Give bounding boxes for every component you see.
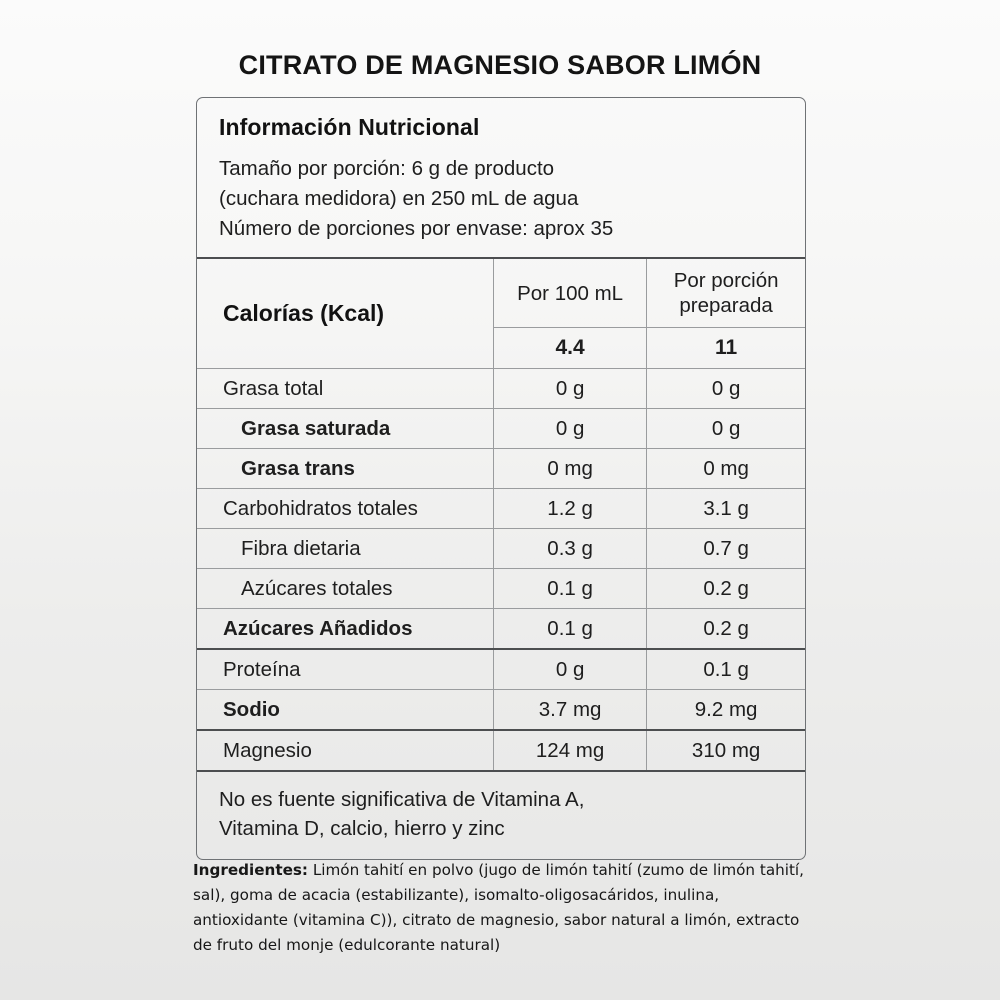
nutrient-name-cell xyxy=(197,489,493,529)
ingredients-label: Ingredientes: xyxy=(193,861,308,879)
nutrient-value-per-100ml-cell xyxy=(493,690,646,731)
nutrient-name-cell xyxy=(197,409,493,449)
nutrient-value-per-100ml: 0 mg xyxy=(547,457,593,480)
nutrient-value-per-100ml: 0.1 g xyxy=(547,577,593,600)
nutrient-name: Magnesio xyxy=(223,739,312,762)
nutrient-value-per-serving-cell xyxy=(647,489,805,529)
nutrient-name: Sodio xyxy=(223,698,280,721)
table-row xyxy=(197,409,805,449)
nutrient-name: Carbohidratos totales xyxy=(223,497,418,520)
nutrient-value-per-100ml: 1.2 g xyxy=(547,497,593,520)
nutrient-value-per-serving-cell xyxy=(647,730,805,770)
nutrient-value-per-100ml-cell xyxy=(493,529,646,569)
nutrient-value-per-serving-cell xyxy=(647,609,805,650)
nutrient-value-per-100ml-cell xyxy=(493,649,646,690)
nutrient-value-per-100ml: 0 g xyxy=(555,377,585,400)
column-header-per-100ml: Por 100 mL xyxy=(517,281,624,305)
nutrient-value-per-serving: 0.1 g xyxy=(703,658,749,681)
nutrient-name-cell xyxy=(197,649,493,690)
nutrient-value-per-serving: 0.2 g xyxy=(703,617,749,640)
table-row xyxy=(197,649,805,690)
nutrient-value-per-serving: 0.7 g xyxy=(703,537,749,560)
nutrient-name: Azúcares totales xyxy=(241,577,393,600)
nutrient-value-per-100ml: 0 g xyxy=(555,658,585,681)
calories-value-per-serving: 11 xyxy=(715,336,738,359)
table-row xyxy=(197,690,805,731)
nutrient-value-per-serving-cell xyxy=(647,369,805,409)
serving-size-line-1: Tamaño por porción: 6 g de producto xyxy=(219,157,555,180)
nutrient-value-per-100ml: 0 g xyxy=(555,417,585,440)
column-header-per-serving-cell xyxy=(647,258,805,328)
nutrient-value-per-100ml-cell xyxy=(493,449,646,489)
nutrient-value-per-100ml-cell xyxy=(493,369,646,409)
nutrient-name: Grasa trans xyxy=(241,457,355,480)
nutrient-value-per-100ml-cell xyxy=(493,489,646,529)
nutrition-table xyxy=(197,257,805,770)
panel-heading: Información Nutricional xyxy=(219,114,480,140)
nutrient-value-per-100ml: 3.7 mg xyxy=(538,698,602,721)
nutrient-value-per-100ml-cell xyxy=(493,569,646,609)
footnote-line-2: Vitamina D, calcio, hierro y zinc xyxy=(219,817,505,840)
nutrient-name-cell xyxy=(197,449,493,489)
nutrient-value-per-serving: 0.2 g xyxy=(703,577,749,600)
table-row xyxy=(197,529,805,569)
nutrient-value-per-100ml-cell xyxy=(493,730,646,770)
nutrient-name: Azúcares Añadidos xyxy=(223,617,413,640)
ingredients-paragraph xyxy=(193,858,811,958)
calories-value-per-100ml-cell xyxy=(493,328,646,369)
nutrition-table-body xyxy=(197,258,805,770)
calories-value-per-serving-cell xyxy=(647,328,805,369)
nutrient-name: Fibra dietaria xyxy=(241,537,361,560)
nutrient-value-per-100ml: 0.1 g xyxy=(547,617,593,640)
page-title: CITRATO DE MAGNESIO SABOR LIMÓN xyxy=(238,50,762,80)
nutrient-value-per-100ml-cell xyxy=(493,409,646,449)
nutrient-name-cell xyxy=(197,730,493,770)
nutrient-value-per-serving: 0 g xyxy=(711,377,741,400)
table-row xyxy=(197,609,805,650)
nutrient-name: Grasa total xyxy=(223,377,324,400)
footnote-block xyxy=(197,770,805,859)
nutrient-value-per-serving: 3.1 g xyxy=(703,497,749,520)
footnote-line-1: No es fuente significativa de Vitamina A, xyxy=(219,788,585,811)
nutrient-name-cell xyxy=(197,690,493,731)
column-header-per-serving-line-1: Por porción xyxy=(673,269,779,292)
table-row xyxy=(197,489,805,529)
serving-size-line-2: (cuchara medidora) en 250 mL de agua xyxy=(219,187,579,210)
calories-label: Calorías (Kcal) xyxy=(223,300,385,326)
nutrient-value-per-100ml: 0.3 g xyxy=(547,537,593,560)
ingredients-text: Limón tahití en polvo (jugo de limón tahití (zumo de limón tahití, sal), goma de acacia (estabilizante), isomalto-oligosacáridos, inulina, antioxidante (vitamina C)), citrato de magnesio, sabor natural a limón, extracto de fruto del monje (edulcorante natural) xyxy=(193,861,804,954)
table-row xyxy=(197,730,805,770)
table-row xyxy=(197,449,805,489)
column-header-per-serving xyxy=(647,259,805,327)
nutrient-value-per-serving-cell xyxy=(647,529,805,569)
calories-value-per-100ml: 4.4 xyxy=(555,336,585,359)
nutrient-value-per-serving-cell xyxy=(647,569,805,609)
column-header-per-serving-line-2: preparada xyxy=(679,294,773,317)
nutrient-name-cell xyxy=(197,609,493,650)
column-header-per-100ml-cell xyxy=(493,258,646,328)
table-row xyxy=(197,569,805,609)
nutrient-name-cell xyxy=(197,529,493,569)
calories-header-row xyxy=(197,258,805,328)
servings-per-container-line: Número de porciones por envase: aprox 35 xyxy=(219,217,614,240)
nutrient-value-per-100ml-cell xyxy=(493,609,646,650)
nutrient-value-per-serving-cell xyxy=(647,649,805,690)
nutrient-value-per-serving-cell xyxy=(647,690,805,731)
nutrient-value-per-100ml: 124 mg xyxy=(535,739,605,762)
calories-label-cell xyxy=(197,258,493,369)
nutrient-name-cell xyxy=(197,369,493,409)
nutrient-name-cell xyxy=(197,569,493,609)
nutrient-value-per-serving-cell xyxy=(647,449,805,489)
nutrient-value-per-serving: 9.2 mg xyxy=(694,698,758,721)
nutrient-value-per-serving-cell xyxy=(647,409,805,449)
nutrient-name: Proteína xyxy=(223,658,301,681)
nutrient-value-per-serving: 310 mg xyxy=(691,739,761,762)
serving-info-block xyxy=(197,98,805,257)
nutrient-value-per-serving: 0 g xyxy=(711,417,741,440)
nutrient-value-per-serving: 0 mg xyxy=(703,457,749,480)
nutrition-facts-panel xyxy=(196,97,806,860)
table-row xyxy=(197,369,805,409)
nutrient-name: Grasa saturada xyxy=(241,417,391,440)
